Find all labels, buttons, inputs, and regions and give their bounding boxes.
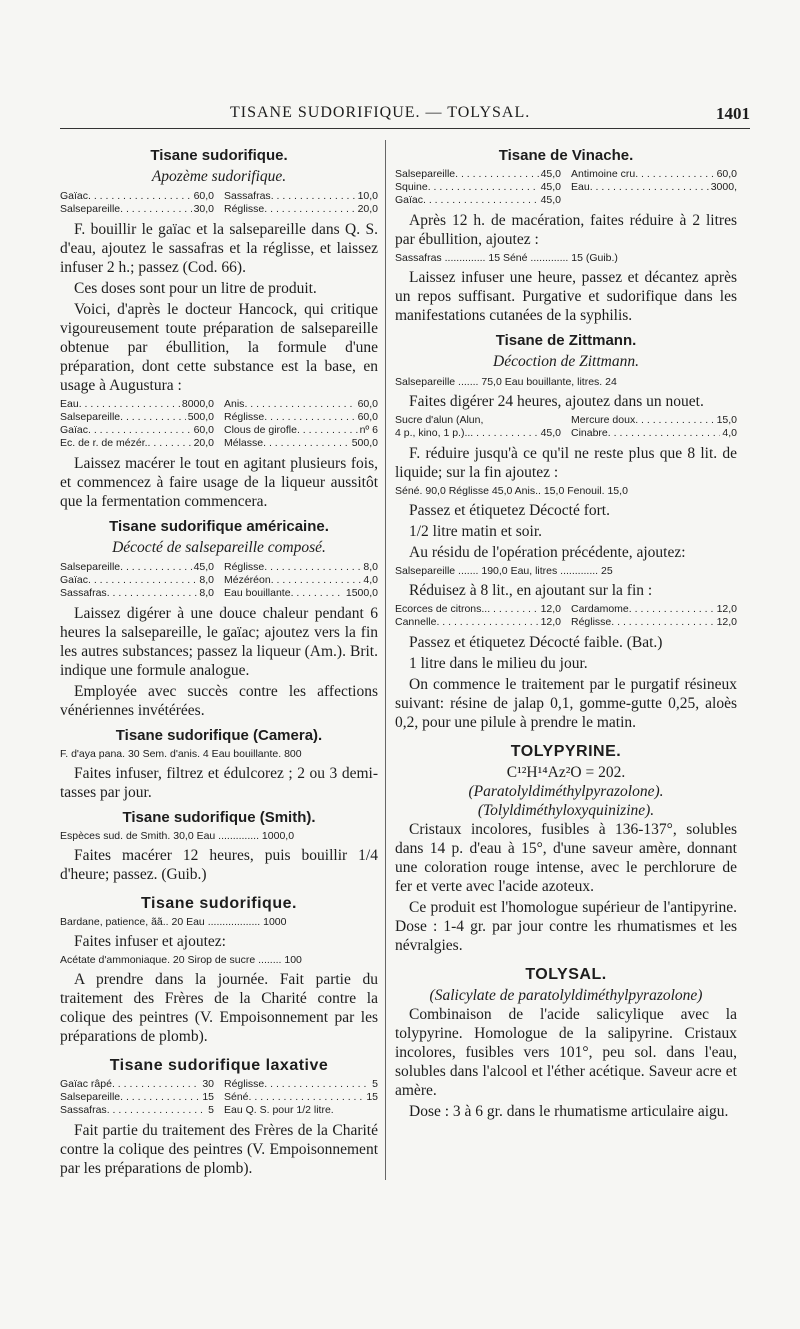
leader-dots (120, 411, 186, 424)
chemical-formula: C¹²H¹⁴Az²O = 202. (506, 764, 626, 781)
ingredient-name: Salsepareille (60, 561, 121, 573)
leader-dots (635, 414, 714, 427)
ingredient-quantity: nº 6 (359, 424, 378, 436)
ingredient (395, 427, 561, 440)
leader-dots (608, 427, 721, 440)
leader-dots (264, 411, 355, 424)
paragraph: Ce produit est l'homologue supérieur de l'antipyrine. Dose : 1-4 gr. par jour contre les rhumatismes et les névralgies. (395, 899, 737, 954)
ingredient-name: Salsepareille (395, 168, 456, 180)
ingredient (395, 194, 561, 207)
ingredient (224, 411, 378, 424)
section-subtitle: Apozème sudorifique. (151, 168, 287, 185)
ingredient-name: Mélasse (224, 437, 264, 449)
ingredient (224, 437, 378, 450)
paragraph: Cristaux incolores, fusibles à 136-137°, solubles dans 14 p. d'eau à 15°, d'une saveur amère, donnant une coloration rouge intense, avec le perchlorure de fer et verte avec l'acide azoteux. (395, 821, 737, 895)
ingredient (395, 616, 561, 629)
section-title: Tisane sudorifique américaine. (109, 518, 329, 535)
ingredient-line: Bardane, patience, ãã.. 20 Eau .................. 1000 (60, 916, 287, 928)
ingredient-list (395, 168, 737, 207)
ingredient-quantity: 12,0 (716, 616, 737, 628)
ingredient-name: Sucre d'alun (Alun, (395, 414, 484, 426)
ingredient (224, 561, 378, 574)
ingredient (224, 424, 378, 437)
paragraph: Réduisez à 8 lit., en ajoutant sur la fin : (409, 582, 653, 599)
ingredient-quantity (334, 1104, 336, 1117)
ingredient-quantity: 45,0 (540, 168, 561, 180)
ingredient-quantity: 45,0 (540, 427, 561, 439)
leader-dots (148, 437, 192, 450)
ingredient-name: Salsepareille (60, 1091, 121, 1103)
ingredient-quantity: 60,0 (716, 168, 737, 180)
paragraph: Ces doses sont pour un litre de produit. (74, 280, 317, 297)
ingredient-quantity: 4,0 (363, 574, 378, 586)
section-title: Tisane de Vinache. (498, 147, 634, 164)
leader-dots (79, 398, 180, 411)
ingredient-name: Cardamome (571, 603, 629, 615)
ingredient-quantity: 45,0 (540, 181, 561, 193)
ingredient-name: Gaïac râpé (60, 1078, 112, 1090)
ingredient-name: Eau bouillante (224, 587, 291, 599)
leader-dots (263, 437, 350, 450)
ingredient-quantity: 5 (208, 1104, 214, 1116)
leader-dots (120, 1091, 200, 1104)
paragraph: Combinaison de l'acide salicylique avec la tolypyrine. Homologue de la salipyrine. Cristaux incolores, fusibles vers 101°, peu sol. dans l'eau, solubles dans l'alcool et l'éther acétique. Saveur acre et amère. (395, 1006, 737, 1099)
section-title: Tisane sudorifique (Smith). (122, 809, 316, 826)
ingredient (395, 603, 561, 616)
ingredient (224, 1078, 378, 1091)
ingredient-name: Sassafras (60, 587, 107, 599)
ingredient (60, 1091, 214, 1104)
leader-dots (423, 194, 539, 207)
ingredient-quantity: 8,0 (363, 561, 378, 573)
leader-dots (297, 424, 358, 437)
running-title: TISANE SUDORIFIQUE. — TOLYSAL. (230, 104, 531, 121)
ingredient-name: Antimoine cru (571, 168, 636, 180)
ingredient-quantity: 45,0 (193, 561, 214, 573)
ingredient-name: Eau Q. S. pour 1/2 litre. (224, 1104, 334, 1116)
section-title: TOLYPYRINE. (510, 743, 622, 760)
ingredient-name: Réglisse (224, 561, 265, 573)
ingredient-list (60, 398, 378, 450)
ingredient-quantity: 5 (372, 1078, 378, 1090)
ingredient-quantity: 8,0 (199, 587, 214, 599)
paragraph: 1/2 litre matin et soir. (409, 523, 543, 540)
ingredient (60, 411, 214, 424)
paragraph: Au résidu de l'opération précédente, ajoutez: (409, 544, 686, 561)
paragraph: F. bouillir le gaïac et la salsepareille dans Q. S. d'eau, ajoutez le sassafras et la réglisse, et laissez infuser 2 h.; passez (Cod. 66). (60, 221, 378, 276)
paragraph: F. réduire jusqu'à ce qu'il ne reste plus que 8 lit. de liquide; sur la fin ajoutez : (395, 445, 737, 481)
ingredient-name: Gaïac (395, 194, 424, 206)
ingredient-name: Réglisse (224, 411, 265, 423)
paragraph: Voici, d'après le docteur Hancock, qui critique vigoureusement toute préparation de salsepareille obtenue par ébullition, la formule d'une préparation, dont cette substance est la base, en usage à Augustura : (60, 301, 378, 394)
ingredient-quantity: 60,0 (193, 190, 214, 202)
section-title: TOLYSAL. (525, 966, 607, 983)
ingredient-quantity: 20,0 (357, 203, 378, 215)
section-subtitle: Décocté de salsepareille composé. (112, 539, 326, 556)
ingredient-quantity: 15 (202, 1091, 214, 1103)
ingredient-quantity: 45,0 (540, 194, 561, 206)
ingredient-line: Séné. 90,0 Réglisse 45,0 Anis.. 15,0 Fenouil. 15,0 (395, 485, 628, 497)
leader-dots (455, 168, 538, 181)
ingredient (224, 190, 378, 203)
ingredient (60, 574, 214, 587)
leader-dots (112, 1078, 200, 1091)
ingredient (224, 1091, 378, 1104)
running-head (60, 104, 750, 129)
leader-dots (107, 587, 198, 600)
ingredient-name: Squine (395, 181, 428, 193)
ingredient-name: Réglisse (224, 1078, 265, 1090)
ingredient (571, 414, 737, 427)
ingredient-name: Salsepareille (60, 203, 121, 215)
paragraph: Après 12 h. de macération, faites réduire à 2 litres par ébullition, ajoutez : (395, 212, 737, 248)
ingredient-name: Eau (571, 181, 590, 193)
ingredient (60, 1104, 214, 1117)
ingredient (224, 203, 378, 216)
ingredient (571, 168, 737, 181)
paragraph: Passez et étiquetez Décocté faible. (Bat.) (409, 634, 663, 651)
paragraph: Employée avec succès contre les affections vénériennes invétérées. (60, 683, 378, 719)
synonym: (Salicylate de paratolyldiméthylpyrazolone) (429, 987, 703, 1004)
ingredient (60, 437, 214, 450)
ingredient-quantity: 15 (366, 1091, 378, 1103)
paragraph: Passez et étiquetez Décocté fort. (409, 502, 610, 519)
ingredient (60, 424, 214, 437)
leader-dots (88, 574, 197, 587)
paragraph: Faites infuser et ajoutez: (74, 933, 226, 950)
paragraph: 1 litre dans le milieu du jour. (409, 655, 588, 672)
ingredient-list (60, 190, 378, 216)
leader-dots (611, 616, 714, 629)
ingredient (571, 616, 737, 629)
ingredient (60, 1078, 214, 1091)
ingredient-name: Séné (224, 1091, 249, 1103)
ingredient-name: Cinabre (571, 427, 608, 439)
ingredient (224, 587, 378, 600)
ingredient-list (60, 1078, 378, 1117)
ingredient-name: Cannelle (395, 616, 437, 628)
section-title: Tisane sudorifique. (150, 147, 288, 164)
ingredient-name: Mercure doux (571, 414, 636, 426)
section-subtitle: Décoction de Zittmann. (493, 353, 639, 370)
ingredient-name: Eau (60, 398, 79, 410)
paragraph: Faites macérer 12 heures, puis bouillir 1/4 d'heure; passez. (Guib.) (60, 847, 378, 883)
ingredient-quantity: 10,0 (357, 190, 378, 202)
paragraph: Dose : 3 à 6 gr. dans le rhumatisme articulaire aigu. (409, 1103, 729, 1120)
paragraph: On commence le traitement par le purgatif résineux suivant: résine de jalap 0,1, gomme-gutte 0,25, aloès 0,2, pour une pilule à prendre le matin. (395, 676, 737, 731)
ingredient (571, 181, 737, 194)
paragraph: Laissez digérer à une douce chaleur pendant 6 heures la salsepareille, le gaïac; ajoutez vers la fin les autres substances; passez la liqueur (Am.). Brit. indique une formule analogue. (60, 605, 378, 679)
ingredient-quantity: 500,0 (187, 411, 214, 423)
section-title: Tisane sudorifique laxative (109, 1057, 329, 1074)
leader-dots (264, 203, 355, 216)
section-title: Tisane sudorifique. (141, 895, 297, 912)
ingredient (60, 398, 214, 411)
column-rule (385, 140, 386, 1180)
ingredient-quantity: 3000, (710, 181, 737, 193)
right-column (395, 140, 737, 1123)
leader-dots (249, 1091, 365, 1104)
ingredient-name: Clous de girofle (224, 424, 297, 436)
ingredient (395, 414, 561, 427)
ingredient-list (395, 603, 737, 629)
ingredient (571, 194, 737, 207)
ingredient (60, 561, 214, 574)
section-title: Tisane sudorifique (Camera). (115, 727, 323, 744)
ingredient-quantity: 30 (202, 1078, 214, 1090)
ingredient-quantity: 30,0 (193, 203, 214, 215)
ingredient-name: Réglisse (571, 616, 612, 628)
leader-dots (88, 424, 192, 437)
paragraph: Faites digérer 24 heures, ajoutez dans un nouet. (409, 393, 704, 410)
ingredient-quantity (483, 414, 485, 427)
ingredient-name: Gaïac (60, 190, 89, 202)
ingredient-quantity: 15,0 (716, 414, 737, 426)
leader-dots (590, 181, 709, 194)
ingredient-line: Salsepareille ....... 75,0 Eau bouillante, litres. 24 (395, 376, 617, 388)
ingredient-name: Réglisse (224, 203, 265, 215)
ingredient-quantity: 500,0 (351, 437, 378, 449)
leader-dots (629, 603, 715, 616)
ingredient-name: Sassafras (224, 190, 271, 202)
leader-dots (436, 616, 538, 629)
ingredient (60, 203, 214, 216)
leader-dots (120, 561, 191, 574)
paragraph: Fait partie du traitement des Frères de la Charité contre la colique des peintres (V. Empoisonnement par les préparations de plomb). (60, 1122, 378, 1177)
ingredient-quantity: 12,0 (716, 603, 737, 615)
ingredient-quantity: 8000,0 (181, 398, 214, 410)
ingredient-name: Sassafras (60, 1104, 107, 1116)
ingredient-list (60, 561, 378, 600)
ingredient-quantity (571, 194, 573, 207)
ingredient (571, 427, 737, 440)
leader-dots (120, 203, 191, 216)
synonym: (Paratolyldiméthylpyrazolone). (468, 783, 664, 800)
paragraph: Laissez infuser une heure, passez et décantez après un repos suffisant. Purgative et sudorifique dans les manifestations cutanées de la syphilis. (395, 269, 737, 324)
ingredient-name: Gaïac (60, 424, 89, 436)
leader-dots (264, 1078, 370, 1091)
ingredient-name: Anis (224, 398, 245, 410)
ingredient-quantity: 8,0 (199, 574, 214, 586)
ingredient-name: Ec. de r. de mézér. (60, 437, 148, 449)
ingredient-name: Gaïac (60, 574, 89, 586)
ingredient-quantity: 60,0 (357, 398, 378, 410)
ingredient-name: Mézéréon (224, 574, 271, 586)
ingredient-quantity: 60,0 (193, 424, 214, 436)
ingredient-line: Espèces sud. de Smith. 30,0 Eau .............. 1000,0 (60, 830, 295, 842)
ingredient-quantity: 20,0 (193, 437, 214, 449)
leader-dots (264, 561, 361, 574)
ingredient-quantity: 60,0 (357, 411, 378, 423)
ingredient-line: F. d'aya pana. 30 Sem. d'anis. 4 Eau bouillante. 800 (60, 748, 302, 760)
ingredient (60, 190, 214, 203)
ingredient-line: Sassafras .............. 15 Séné ............. 15 (Guib.) (395, 252, 618, 264)
leader-dots (470, 427, 538, 440)
ingredient-list (395, 414, 737, 440)
leader-dots (635, 168, 714, 181)
leader-dots (428, 181, 539, 194)
page-number: 1401 (716, 104, 750, 123)
ingredient-name: Ecorces de citrons.. (395, 603, 488, 615)
leader-dots (244, 398, 355, 411)
ingredient-line: Acétate d'ammoniaque. 20 Sirop de sucre ........ 100 (60, 954, 302, 966)
ingredient (224, 1104, 378, 1117)
leader-dots (271, 574, 362, 587)
ingredient (60, 587, 214, 600)
paragraph: A prendre dans la journée. Fait partie du traitement des Frères de la Charité contre la colique des peintres (V. Empoisonnement par les préparations de plomb). (60, 971, 378, 1045)
leader-dots (88, 190, 192, 203)
ingredient (395, 168, 561, 181)
ingredient-name: Salsepareille (60, 411, 121, 423)
ingredient (224, 574, 378, 587)
ingredient-quantity: 12,0 (540, 603, 561, 615)
paragraph: Faites infuser, filtrez et édulcorez ; 2 ou 3 demi-tasses par jour. (60, 765, 378, 801)
paragraph: Laissez macérer le tout en agitant plusieurs fois, et commencez à faire usage de la liqueur aussitôt que la fermentation commencera. (60, 455, 378, 510)
ingredient-quantity: 4,0 (722, 427, 737, 439)
leader-dots (271, 190, 356, 203)
left-column (60, 140, 378, 1180)
leader-dots (107, 1104, 206, 1117)
ingredient (395, 181, 561, 194)
leader-dots (291, 587, 344, 600)
ingredient-name: 4 p., kino, 1 p.).. (395, 427, 471, 439)
ingredient (224, 398, 378, 411)
synonym: (Tolyldiméthyloxyquinizine). (477, 802, 655, 819)
section-title: Tisane de Zittmann. (495, 332, 637, 349)
ingredient-quantity: 1500,0 (345, 587, 378, 599)
ingredient-line: Salsepareille ....... 190,0 Eau, litres ............. 25 (395, 565, 613, 577)
ingredient (571, 603, 737, 616)
ingredient-quantity: 12,0 (540, 616, 561, 628)
leader-dots (487, 603, 538, 616)
